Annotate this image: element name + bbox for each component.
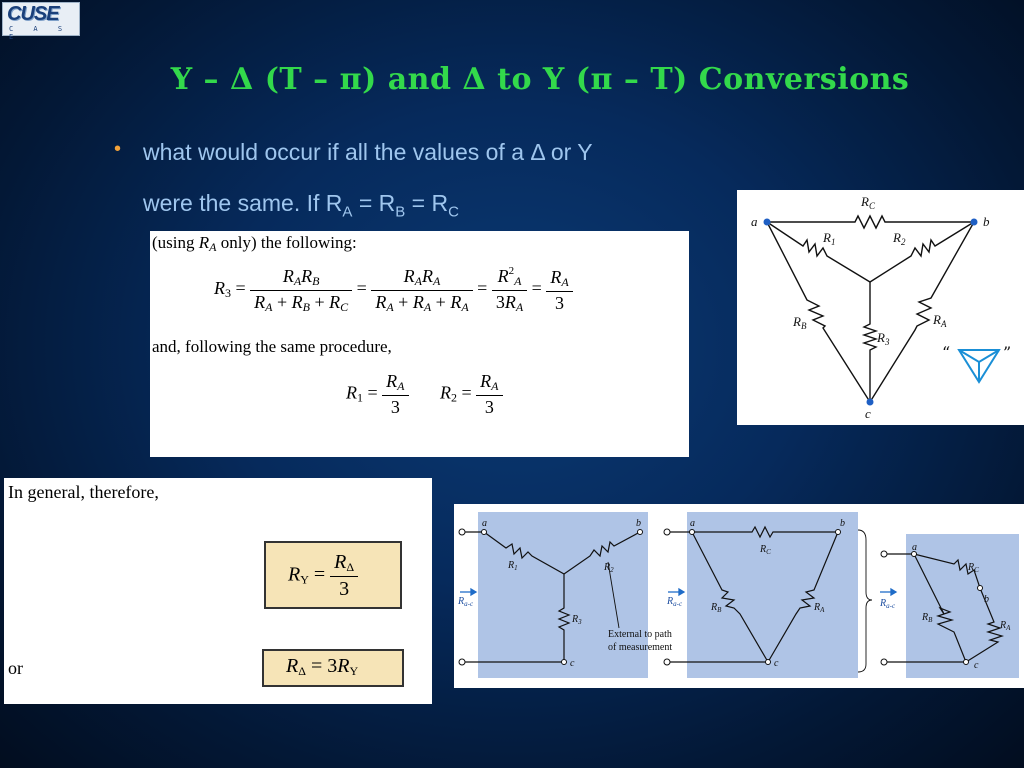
y-delta-diagram <box>737 190 1024 425</box>
svg-text:RB: $R_B$ <box>922 612 933 624</box>
svg-text:RC: $R_C$ <box>861 194 875 211</box>
svg-text:b: b <box>636 518 641 529</box>
svg-text:R2: $R_2$ <box>893 230 906 247</box>
node-c-label: c <box>865 406 871 421</box>
external-label-line1: External to path <box>608 629 672 640</box>
logo-main: CUSE <box>7 3 59 25</box>
slide-title: Y – Δ (T – π) and Δ to Y (π – T) Conversions <box>170 62 910 97</box>
ry-formula-box: $R_Y$ = $\frac{R_\Delta}{3}$ <box>264 541 402 609</box>
procedure-text: and, following the same procedure, <box>152 337 392 356</box>
svg-text:Ra-c: $R_{a-c}$ <box>667 596 683 608</box>
general-panel <box>4 478 432 704</box>
svg-text:b: b <box>984 594 989 605</box>
svg-text:RA: $R_A$ <box>1000 620 1011 632</box>
svg-text:R1: $R_1$ <box>508 560 518 572</box>
bullet-marker: • <box>114 138 122 160</box>
svg-text:R3: $R_3$ <box>572 614 582 626</box>
measurement-figure <box>454 504 1024 688</box>
r3-equation: $R_3$ = $\frac{R_AR_B}{R_A + R_B + R_C}$ = $\frac{R_AR_A}{R_A + R_A + R_A}$ = $\frac{R^2_A}{3R_A}$ = $\frac{R_A}{3}$ <box>214 265 573 315</box>
svg-text:“: “ <box>942 343 951 362</box>
svg-text:R3: $R_3$ <box>877 330 890 347</box>
general-intro: In general, therefore, <box>8 482 159 502</box>
svg-text:b: b <box>840 518 845 529</box>
rdelta-formula-box: $R_\Delta = 3R_Y$ <box>262 649 404 687</box>
derivation-intro: (using $R_A$ only) the following: <box>152 233 357 254</box>
svg-text:RA: $R_A$ <box>933 312 947 329</box>
svg-text:Ra-c: $R_{a-c}$ <box>458 596 474 608</box>
svg-text:a: a <box>912 542 917 553</box>
bullet-line-2: were the same. If $R_A = R_B = R_C$ <box>143 190 459 221</box>
svg-text:a: a <box>690 518 695 529</box>
external-label-line2: of measurement <box>608 642 673 653</box>
svg-text:RC: $R_C$ <box>760 544 771 556</box>
derivation-panel <box>150 231 689 457</box>
measurement-diagram <box>454 504 1024 688</box>
node-a-label: a <box>751 214 758 229</box>
svg-text:”: ” <box>1003 343 1012 362</box>
logo <box>2 2 80 41</box>
svg-text:RA: $R_A$ <box>814 602 825 614</box>
logo-sub: C A S E <box>9 25 71 41</box>
svg-text:c: c <box>974 660 979 671</box>
bullet-line-1: what would occur if all the values of a Δ or Y <box>143 139 593 165</box>
svg-text:RB: $R_B$ <box>793 314 807 331</box>
svg-text:R2: $R_2$ <box>604 562 614 574</box>
svg-text:RC: $R_C$ <box>968 562 979 574</box>
svg-text:c: c <box>774 658 779 669</box>
svg-text:Ra-c: $R_{a-c}$ <box>880 598 896 610</box>
pi-tee-icon <box>959 350 999 382</box>
svg-text:R1: $R_1$ <box>823 230 836 247</box>
r1-r2-equation: $R_1$ = $\frac{R_A}{3}$ $R_2$ = $\frac{R_A}{3}$ <box>346 371 503 418</box>
svg-text:a: a <box>482 518 487 529</box>
svg-text:c: c <box>570 658 575 669</box>
svg-text:RB: $R_B$ <box>711 602 722 614</box>
or-text: or <box>8 658 23 678</box>
node-b-label: b <box>983 214 990 229</box>
y-delta-figure <box>737 190 1024 425</box>
